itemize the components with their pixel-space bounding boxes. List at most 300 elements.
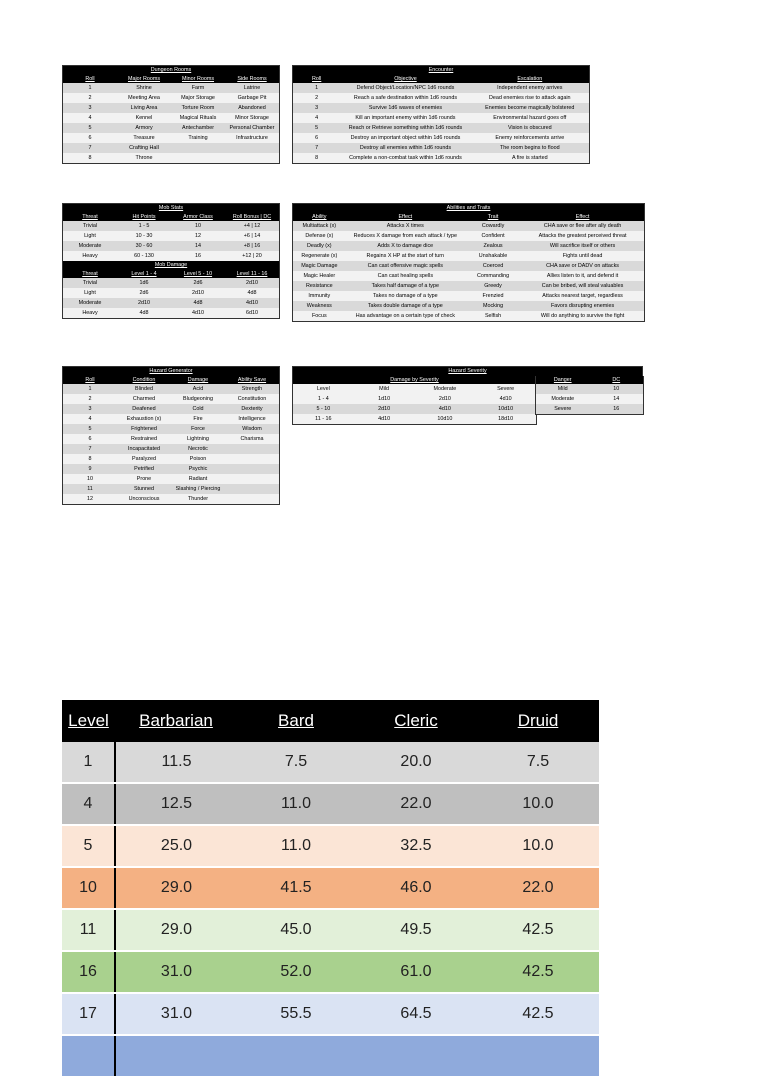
class-level-cell: 1 <box>62 742 115 783</box>
class-value-cell: 10.0 <box>477 783 599 825</box>
hazard-generator-cell: Poison <box>171 454 225 464</box>
hazard-generator-cell <box>225 474 279 484</box>
hazard-generator-cell: Fire <box>171 414 225 424</box>
abilities-cell: Can cast healing spells <box>346 271 465 281</box>
class-value-cell: 49.5 <box>355 909 477 951</box>
hazard-generator-cell: Charisma <box>225 434 279 444</box>
abilities-cell: Can be bribed, will steal valuables <box>521 281 644 291</box>
mob-damage-row <box>63 298 279 308</box>
mob-stats-cell: Moderate <box>63 241 117 251</box>
class-value-cell: 22.0 <box>355 783 477 825</box>
dungeon-rooms-table <box>62 65 280 164</box>
mob-damage-cell: 2d10 <box>117 298 171 308</box>
dungeon-rooms-header-side-rooms: Side Rooms <box>225 75 279 83</box>
abilities-row <box>293 261 644 271</box>
encounter-row <box>293 103 589 113</box>
hazard-dc-row <box>536 404 643 414</box>
mob-damage-cell: 2d6 <box>171 278 225 288</box>
dungeon-rooms-row <box>63 103 279 113</box>
hazard-generator-cell: 3 <box>63 404 117 414</box>
dungeon-rooms-row <box>63 83 279 93</box>
hazard-generator-header-roll: Roll <box>63 376 117 384</box>
encounter-cell: Reach or Retrieve something within 1d6 rounds <box>340 123 470 133</box>
mob-damage-header-level-5-10: Level 5 - 10 <box>171 270 225 278</box>
dungeon-rooms-cell: 8 <box>63 153 117 163</box>
encounter-row <box>293 153 589 163</box>
class-value-cell: 41.5 <box>237 867 355 909</box>
dungeon-rooms-cell: Major Storage <box>171 93 225 103</box>
encounter-table <box>292 65 590 164</box>
mob-stats-cell: 12 <box>171 231 225 241</box>
abilities-cell: Adds X to damage dice <box>346 241 465 251</box>
hazard-severity-cell: 18d10 <box>475 414 536 424</box>
abilities-cell: Commanding <box>465 271 521 281</box>
hazard-generator-cell <box>225 494 279 504</box>
severity-header-header-level: Level <box>293 384 354 394</box>
class-value-cell <box>115 1035 237 1077</box>
hazard-generator-cell <box>225 454 279 464</box>
class-value-cell: 7.5 <box>477 742 599 783</box>
hazard-generator-row <box>63 394 279 404</box>
encounter-cell: 2 <box>293 93 340 103</box>
hazard-generator-cell: 9 <box>63 464 117 474</box>
class-value-cell: 7.5 <box>237 742 355 783</box>
mob-stats-row <box>63 231 279 241</box>
dungeon-rooms-cell: Farm <box>171 83 225 93</box>
mob-stats-cell: 30 - 60 <box>117 241 171 251</box>
hazard-generator-row <box>63 464 279 474</box>
hazard-generator-cell: 2 <box>63 394 117 404</box>
class-value-cell: 32.5 <box>355 825 477 867</box>
mob-damage-cell: 4d10 <box>225 298 279 308</box>
mob-stats-cell: 1 - 5 <box>117 221 171 231</box>
mob-stats-cell: Trivial <box>63 221 117 231</box>
hazard-severity-cell: 4d10 <box>475 394 536 404</box>
hazard-generator-row <box>63 444 279 454</box>
abilities-header-ability: Ability <box>293 213 346 221</box>
encounter-header-escalation: Escalation <box>471 75 589 83</box>
hazard-generator-cell: 4 <box>63 414 117 424</box>
abilities-row <box>293 251 644 261</box>
hazard-generator-row <box>63 454 279 464</box>
class-level-cell: 5 <box>62 825 115 867</box>
mob-stats-cell: +4 | 12 <box>225 221 279 231</box>
hazard-generator-cell <box>225 464 279 474</box>
mob-stats-cell: +8 | 16 <box>225 241 279 251</box>
abilities-cell: Weakness <box>293 301 346 311</box>
mob-damage-cell: 2d6 <box>117 288 171 298</box>
abilities-cell: Regenerate (x) <box>293 251 346 261</box>
mob-damage-row <box>63 278 279 288</box>
hazard-severity-cell: 11 - 16 <box>293 414 354 424</box>
hazard-generator-header-damage: Damage <box>171 376 225 384</box>
encounter-cell: 1 <box>293 83 340 93</box>
mob-stats-cell: Heavy <box>63 251 117 261</box>
dungeon-rooms-header-roll: Roll <box>63 75 117 83</box>
hazard-dc-cell: 10 <box>590 384 644 394</box>
hazard-generator-cell: Constitution <box>225 394 279 404</box>
abilities-cell: Attacks the greatest perceived threat <box>521 231 644 241</box>
hazard-dc-row <box>536 384 643 394</box>
class-table-row <box>62 867 599 909</box>
class-level-cell: 17 <box>62 993 115 1035</box>
dungeon-rooms-cell: Kennel <box>117 113 171 123</box>
abilities-row <box>293 221 644 231</box>
abilities-cell: Will sacrifice itself or others <box>521 241 644 251</box>
hazard-dc-cell: Moderate <box>536 394 590 404</box>
hazard-dc-cell: Mild <box>536 384 590 394</box>
encounter-cell: Destroy all enemies within 1d6 rounds <box>340 143 470 153</box>
dungeon-rooms-cell: Magical Rituals <box>171 113 225 123</box>
class-value-cell: 46.0 <box>355 867 477 909</box>
abilities-cell: Multiattack (x) <box>293 221 346 231</box>
abilities-cell: Magic Damage <box>293 261 346 271</box>
mob-damage-cell: 1d6 <box>117 278 171 288</box>
encounter-header-objective: Objective <box>340 75 470 83</box>
class-table-row <box>62 1035 599 1077</box>
mob-stats-cell: 60 - 130 <box>117 251 171 261</box>
dungeon-rooms-row <box>63 113 279 123</box>
mob-damage-header-level-11-16: Level 11 - 16 <box>225 270 279 278</box>
dungeon-rooms-cell: Garbage Pit <box>225 93 279 103</box>
encounter-cell: Enemy reinforcements arrive <box>471 133 589 143</box>
hazard-generator-cell: Radiant <box>171 474 225 484</box>
encounter-cell: 6 <box>293 133 340 143</box>
mob-damage-header-threat: Threat <box>63 270 117 278</box>
mob-damage-row <box>63 288 279 298</box>
class-table-row <box>62 951 599 993</box>
dungeon-rooms-cell: 6 <box>63 133 117 143</box>
hazard-severity-cell: 4d10 <box>415 404 476 414</box>
class-value-cell: 42.5 <box>477 951 599 993</box>
dungeon-rooms-cell <box>171 153 225 163</box>
class-value-cell: 29.0 <box>115 909 237 951</box>
class-value-cell: 20.0 <box>355 742 477 783</box>
dungeon-rooms-cell <box>225 143 279 153</box>
abilities-cell: Confident <box>465 231 521 241</box>
encounter-cell: 5 <box>293 123 340 133</box>
class-level-cell: 11 <box>62 909 115 951</box>
abilities-cell: Favors disrupting enemies <box>521 301 644 311</box>
mob-damage-cell: 4d10 <box>171 308 225 318</box>
hazard-generator-row <box>63 414 279 424</box>
hazard-generator-cell: Slashing / Piercing <box>171 484 225 494</box>
class-header-cleric: Cleric <box>355 700 477 742</box>
abilities-row <box>293 291 644 301</box>
encounter-cell: Reach a safe destination within 1d6 rounds <box>340 93 470 103</box>
hazard-generator-title: Hazard Generator <box>63 367 279 376</box>
mob-stats-title: Mob Stats <box>63 204 279 213</box>
mob-stats-cell: 10 - 30 <box>117 231 171 241</box>
class-value-cell <box>477 1035 599 1077</box>
dungeon-rooms-cell: 1 <box>63 83 117 93</box>
encounter-cell: Defend Object/Location/NPC 1d6 rounds <box>340 83 470 93</box>
class-value-cell: 29.0 <box>115 867 237 909</box>
hazard-generator-cell: Stunned <box>117 484 171 494</box>
mob-stats-header-armor-class: Armor Class <box>171 213 225 221</box>
dungeon-rooms-cell <box>225 153 279 163</box>
mob-stats-row <box>63 251 279 261</box>
hazard-generator-cell: 8 <box>63 454 117 464</box>
dungeon-rooms-cell: 3 <box>63 103 117 113</box>
abilities-cell: Takes half damage of a type <box>346 281 465 291</box>
encounter-row <box>293 143 589 153</box>
mob-damage-cell: Trivial <box>63 278 117 288</box>
hazard-generator-cell: Dexterity <box>225 404 279 414</box>
mob-stats-header-hit-points: Hit Points <box>117 213 171 221</box>
dungeon-rooms-title: Dungeon Rooms <box>63 66 279 75</box>
abilities-title: Abilities and Traits <box>293 204 644 213</box>
class-header-barbarian: Barbarian <box>115 700 237 742</box>
hazard-generator-cell: Bludgeoning <box>171 394 225 404</box>
class-value-cell: 42.5 <box>477 993 599 1035</box>
encounter-cell: Independent enemy arrives <box>471 83 589 93</box>
class-value-cell: 31.0 <box>115 951 237 993</box>
abilities-cell: Can cast offensive magic spells <box>346 261 465 271</box>
abilities-row <box>293 271 644 281</box>
mob-stats-row <box>63 221 279 231</box>
class-header-bard: Bard <box>237 700 355 742</box>
class-value-cell: 61.0 <box>355 951 477 993</box>
abilities-header-trait: Trait <box>465 213 521 221</box>
hazard-generator-cell: Psychic <box>171 464 225 474</box>
mob-damage-title: Mob Damage <box>63 261 279 270</box>
class-value-cell: 10.0 <box>477 825 599 867</box>
encounter-cell: 8 <box>293 153 340 163</box>
hazard-dc-header-dc: DC <box>590 376 644 384</box>
hazard-dc-cell: 16 <box>590 404 644 414</box>
dungeon-rooms-cell: 4 <box>63 113 117 123</box>
dungeon-rooms-cell <box>171 143 225 153</box>
class-value-cell: 12.5 <box>115 783 237 825</box>
severity-header-header-moderate: Moderate <box>415 384 476 394</box>
encounter-row <box>293 93 589 103</box>
hazard-severity-cell: 1 - 4 <box>293 394 354 404</box>
hazard-generator-cell: Thunder <box>171 494 225 504</box>
hazard-generator-cell: Wisdom <box>225 424 279 434</box>
encounter-cell: 4 <box>293 113 340 123</box>
mob-damage-cell: 6d10 <box>225 308 279 318</box>
dungeon-rooms-cell: Armory <box>117 123 171 133</box>
mob-stats-header-roll-bonus-dc: Roll Bonus | DC <box>225 213 279 221</box>
hazard-generator-row <box>63 424 279 434</box>
hazard-severity-table <box>292 366 643 422</box>
encounter-cell: 7 <box>293 143 340 153</box>
hazard-severity-cell: 4d10 <box>354 414 415 424</box>
hazard-generator-row <box>63 384 279 394</box>
hazard-severity-cell: 2d10 <box>354 404 415 414</box>
encounter-row <box>293 83 589 93</box>
hazard-generator-cell: Restrained <box>117 434 171 444</box>
mob-stats-cell: +12 | 20 <box>225 251 279 261</box>
encounter-header-roll: Roll <box>293 75 340 83</box>
class-header-level: Level <box>62 700 115 742</box>
abilities-cell: CHA save or flee after ally death <box>521 221 644 231</box>
abilities-row <box>293 281 644 291</box>
class-table-header-row <box>62 700 599 742</box>
hazard-generator-table <box>62 366 280 505</box>
abilities-cell: Takes double damage of a type <box>346 301 465 311</box>
dungeon-rooms-row <box>63 153 279 163</box>
abilities-row <box>293 241 644 251</box>
hazard-severity-cell: 10d10 <box>415 414 476 424</box>
encounter-title: Encounter <box>293 66 589 75</box>
abilities-cell: Deadly (x) <box>293 241 346 251</box>
dungeon-rooms-cell: Meeting Area <box>117 93 171 103</box>
dungeon-rooms-cell: Latrine <box>225 83 279 93</box>
class-header-druid: Druid <box>477 700 599 742</box>
class-table-row <box>62 783 599 825</box>
abilities-cell: Magic Healer <box>293 271 346 281</box>
class-value-cell: 25.0 <box>115 825 237 867</box>
hazard-severity-row <box>293 394 536 404</box>
abilities-cell: Mocking <box>465 301 521 311</box>
hazard-generator-cell: Strength <box>225 384 279 394</box>
dungeon-rooms-cell: Personal Chamber <box>225 123 279 133</box>
dungeon-rooms-cell: Throne <box>117 153 171 163</box>
hazard-generator-cell: Blinded <box>117 384 171 394</box>
hazard-generator-cell: 11 <box>63 484 117 494</box>
hazard-generator-cell: Incapacitated <box>117 444 171 454</box>
mob-damage-cell: Moderate <box>63 298 117 308</box>
hazard-generator-cell: 7 <box>63 444 117 454</box>
abilities-cell: Defense (x) <box>293 231 346 241</box>
abilities-cell: Regains X HP at the start of turn <box>346 251 465 261</box>
class-value-cell: 52.0 <box>237 951 355 993</box>
abilities-row <box>293 231 644 241</box>
dungeon-rooms-cell: Abandoned <box>225 103 279 113</box>
dungeon-rooms-row <box>63 123 279 133</box>
hazard-generator-cell: Petrified <box>117 464 171 474</box>
dungeon-rooms-header-minor-rooms: Minor Rooms <box>171 75 225 83</box>
dungeon-rooms-cell: Training <box>171 133 225 143</box>
abilities-cell: Zealous <box>465 241 521 251</box>
abilities-cell: Attacks nearest target, regardless <box>521 291 644 301</box>
mob-stats-table <box>62 203 280 319</box>
class-value-cell: 64.5 <box>355 993 477 1035</box>
encounter-cell: 3 <box>293 103 340 113</box>
abilities-cell: Greedy <box>465 281 521 291</box>
mob-stats-cell: 10 <box>171 221 225 231</box>
dungeon-rooms-cell: Crafting Hall <box>117 143 171 153</box>
hazard-generator-cell: Lightning <box>171 434 225 444</box>
encounter-row <box>293 133 589 143</box>
hazard-generator-cell: Frightened <box>117 424 171 434</box>
hazard-generator-cell: 1 <box>63 384 117 394</box>
mob-damage-cell: Light <box>63 288 117 298</box>
dungeon-rooms-cell: Antechamber <box>171 123 225 133</box>
dungeon-rooms-row <box>63 133 279 143</box>
abilities-cell: Cowardly <box>465 221 521 231</box>
encounter-cell: Environmental hazard goes off <box>471 113 589 123</box>
hazard-severity-cell: 2d10 <box>415 394 476 404</box>
abilities-cell: Unshakable <box>465 251 521 261</box>
dungeon-rooms-cell: Living Area <box>117 103 171 113</box>
hazard-generator-cell: Intelligence <box>225 414 279 424</box>
abilities-row <box>293 311 644 321</box>
hazard-dc-header-danger: Danger <box>536 376 590 384</box>
class-table-row <box>62 825 599 867</box>
encounter-cell: Dead enemies rise to attack again <box>471 93 589 103</box>
severity-header-header-severe: Severe <box>475 384 536 394</box>
class-value-cell: 11.5 <box>115 742 237 783</box>
abilities-cell: Will do anything to survive the fight <box>521 311 644 321</box>
encounter-cell: The room begins to flood <box>471 143 589 153</box>
hazard-generator-row <box>63 484 279 494</box>
abilities-cell: Reduces X damage from each attack / type <box>346 231 465 241</box>
class-level-cell: 10 <box>62 867 115 909</box>
hazard-generator-cell: Cold <box>171 404 225 414</box>
hazard-severity-title: Hazard Severity <box>292 366 643 377</box>
hazard-dc-row <box>536 394 643 404</box>
abilities-row <box>293 301 644 311</box>
hazard-generator-cell: 6 <box>63 434 117 444</box>
class-level-cell <box>62 1035 115 1077</box>
hazard-generator-cell: 12 <box>63 494 117 504</box>
encounter-cell: Destroy an important object within 1d6 rounds <box>340 133 470 143</box>
mob-damage-cell: 2d10 <box>171 288 225 298</box>
hazard-generator-cell: Prone <box>117 474 171 484</box>
hazard-severity-cell: 1d10 <box>354 394 415 404</box>
mob-stats-cell: +6 | 14 <box>225 231 279 241</box>
mob-stats-row <box>63 241 279 251</box>
hazard-dc-cell: 14 <box>590 394 644 404</box>
encounter-cell: Enemies become magically bolstered <box>471 103 589 113</box>
abilities-cell: Has advantage on a certain type of check <box>346 311 465 321</box>
encounter-row <box>293 123 589 133</box>
class-table-row <box>62 742 599 783</box>
abilities-cell: Coerced <box>465 261 521 271</box>
mob-damage-cell: Heavy <box>63 308 117 318</box>
class-level-cell: 16 <box>62 951 115 993</box>
abilities-cell: Attacks X times <box>346 221 465 231</box>
abilities-cell: Resistance <box>293 281 346 291</box>
dungeon-rooms-cell: Treasure <box>117 133 171 143</box>
abilities-cell: Fights until dead <box>521 251 644 261</box>
hazard-generator-cell: Paralyzed <box>117 454 171 464</box>
mob-damage-cell: 2d10 <box>225 278 279 288</box>
dungeon-rooms-cell: 5 <box>63 123 117 133</box>
dungeon-rooms-cell: Minor Storage <box>225 113 279 123</box>
class-value-cell <box>237 1035 355 1077</box>
severity-header-header-mild: Mild <box>354 384 415 394</box>
hazard-generator-cell: Exhaustion (x) <box>117 414 171 424</box>
mob-stats-cell: Light <box>63 231 117 241</box>
encounter-cell: Survive 1d6 waves of enemies <box>340 103 470 113</box>
hazard-generator-cell: Force <box>171 424 225 434</box>
hazard-severity-subtitle: Damage by Severity <box>293 376 536 384</box>
abilities-header-effect: Effect <box>346 213 465 221</box>
abilities-traits-table <box>292 203 645 322</box>
class-value-cell: 31.0 <box>115 993 237 1035</box>
hazard-generator-row <box>63 474 279 484</box>
mob-damage-row <box>63 308 279 318</box>
class-value-cell: 42.5 <box>477 909 599 951</box>
mob-damage-cell: 4d8 <box>117 308 171 318</box>
mob-damage-header-level-1-4: Level 1 - 4 <box>117 270 171 278</box>
abilities-cell: Focus <box>293 311 346 321</box>
mob-stats-cell: 14 <box>171 241 225 251</box>
dungeon-rooms-cell: Torture Room <box>171 103 225 113</box>
hazard-generator-cell: Deafened <box>117 404 171 414</box>
class-value-cell <box>355 1035 477 1077</box>
dungeon-rooms-cell: 7 <box>63 143 117 153</box>
class-value-cell: 11.0 <box>237 825 355 867</box>
abilities-cell: Allies listen to it, and defend it <box>521 271 644 281</box>
class-table-row <box>62 993 599 1035</box>
abilities-header-effect: Effect <box>521 213 644 221</box>
encounter-cell: Vision is obscured <box>471 123 589 133</box>
